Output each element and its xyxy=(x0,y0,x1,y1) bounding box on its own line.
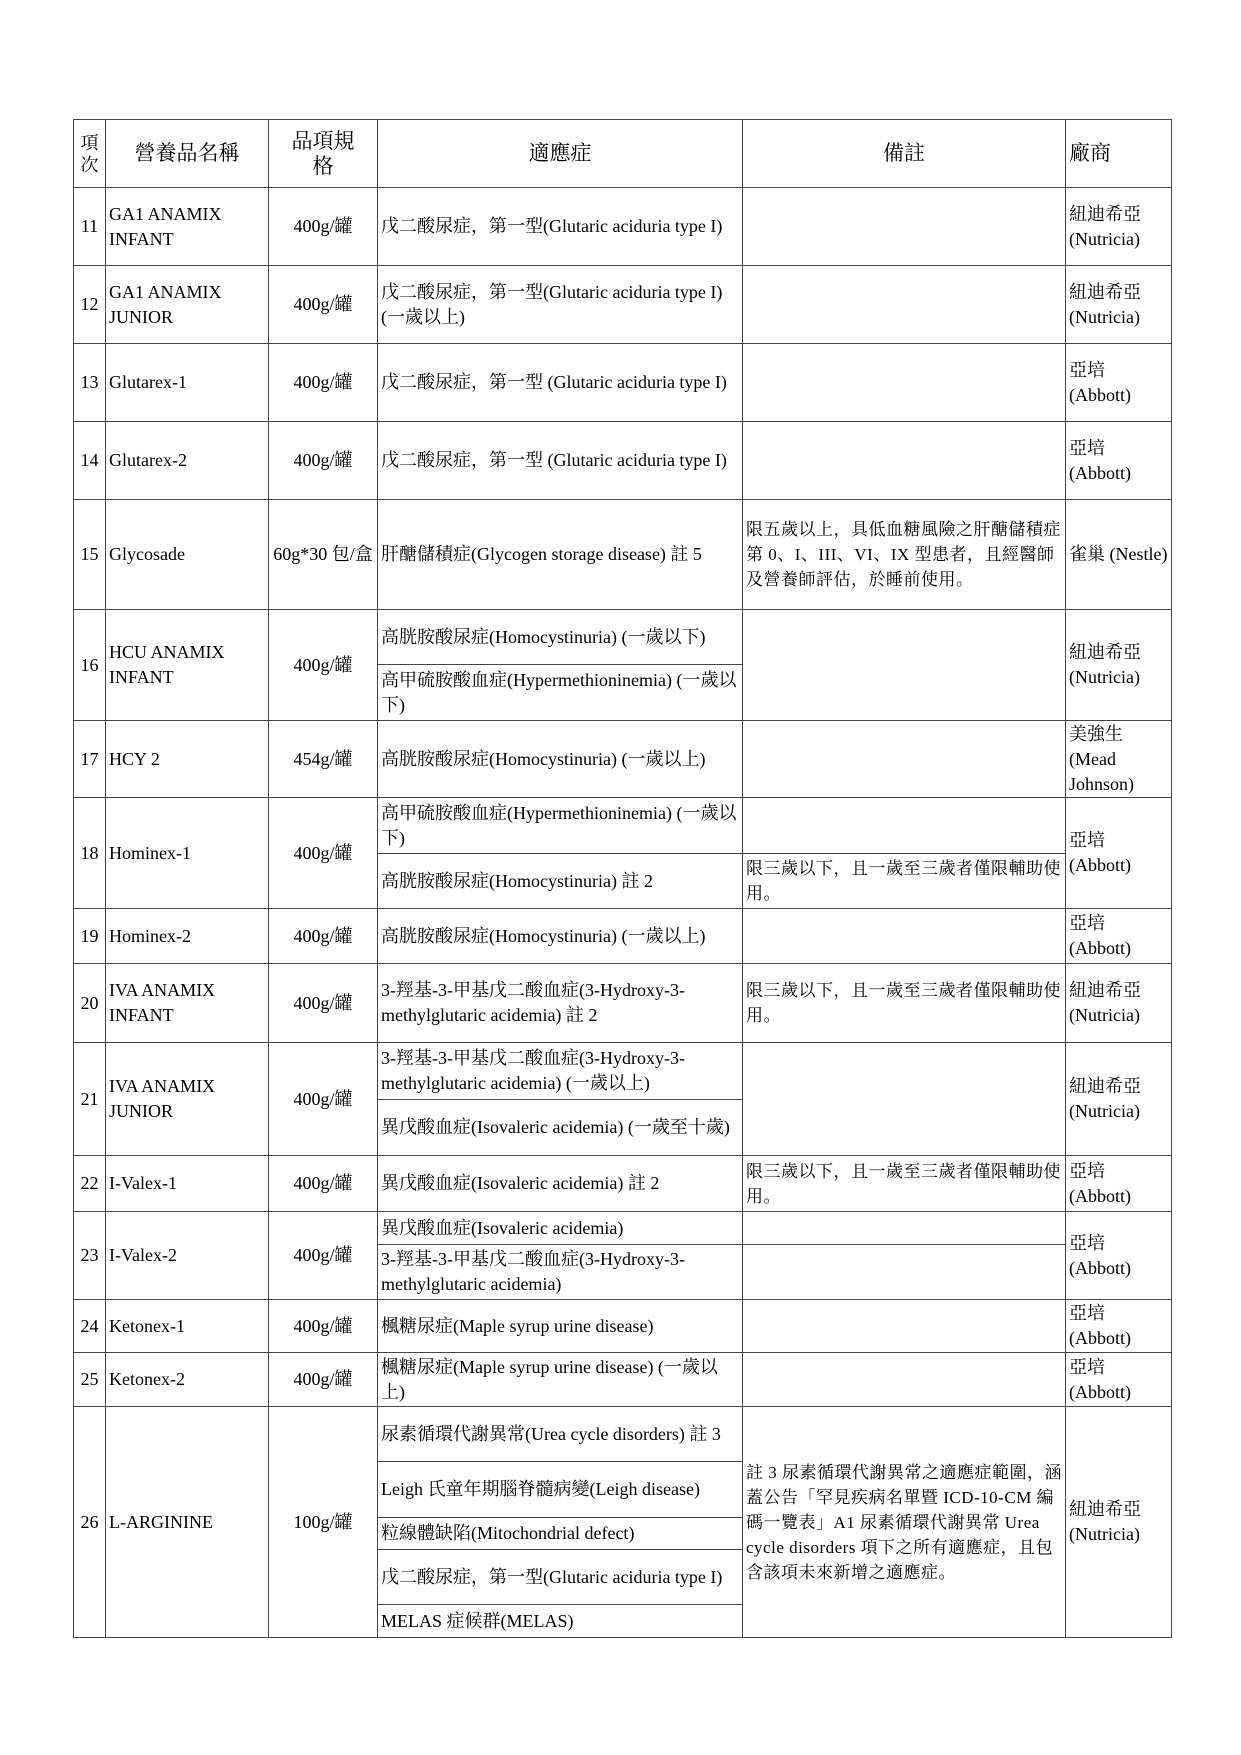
indication: 戊二酸尿症，第一型 (Glutaric aciduria type I) xyxy=(378,422,743,500)
product-name: Glycosade xyxy=(106,500,269,610)
item-no: 11 xyxy=(74,188,106,266)
indication: MELAS 症候群(MELAS) xyxy=(378,1605,743,1638)
product-name: IVA ANAMIX JUNIOR xyxy=(106,1043,269,1156)
manufacturer: 亞培 (Abbott) xyxy=(1066,1353,1172,1407)
indication: 異戊酸血症(Isovaleric acidemia) (一歲至十歲) xyxy=(378,1100,743,1156)
item-no: 19 xyxy=(74,909,106,964)
indication: 粒線體缺陷(Mitochondrial defect) xyxy=(378,1518,743,1550)
table-row xyxy=(74,1353,1172,1407)
product-name: Ketonex-1 xyxy=(106,1300,269,1353)
indication: 戊二酸尿症，第一型 (Glutaric aciduria type I) xyxy=(378,344,743,422)
manufacturer: 亞培 (Abbott) xyxy=(1066,1156,1172,1212)
note xyxy=(743,1300,1066,1353)
table-row xyxy=(74,610,1172,665)
note: 限五歲以上，具低血糖風險之肝醣儲積症第 0、I、III、VI、IX 型患者，且經醫師及營養師評估，於睡前使用。 xyxy=(743,500,1066,610)
item-no: 13 xyxy=(74,344,106,422)
table-row xyxy=(74,721,1172,798)
indication: 3-羥基-3-甲基戊二酸血症(3-Hydroxy-3-methylglutaric acidemia) xyxy=(378,1245,743,1300)
note xyxy=(743,344,1066,422)
product-spec: 454g/罐 xyxy=(269,721,378,798)
table-row xyxy=(74,964,1172,1043)
product-name: L-ARGININE xyxy=(106,1407,269,1638)
manufacturer: 紐迪希亞 (Nutricia) xyxy=(1066,188,1172,266)
indication: 高胱胺酸尿症(Homocystinuria) (一歲以上) xyxy=(378,721,743,798)
indication: 高胱胺酸尿症(Homocystinuria) 註 2 xyxy=(378,854,743,909)
indication: 楓糖尿症(Maple syrup urine disease) (一歲以上) xyxy=(378,1353,743,1407)
note xyxy=(743,610,1066,721)
product-spec: 400g/罐 xyxy=(269,1212,378,1300)
manufacturer: 亞培 (Abbott) xyxy=(1066,909,1172,964)
table-row xyxy=(74,909,1172,964)
manufacturer: 紐迪希亞 (Nutricia) xyxy=(1066,1407,1172,1638)
product-spec: 100g/罐 xyxy=(269,1407,378,1638)
indication: Leigh 氏童年期腦脊髓病變(Leigh disease) xyxy=(378,1462,743,1518)
product-name: IVA ANAMIX INFANT xyxy=(106,964,269,1043)
product-spec: 400g/罐 xyxy=(269,1043,378,1156)
indication: 戊二酸尿症，第一型(Glutaric aciduria type I) (一歲以上) xyxy=(378,266,743,344)
header-name: 營養品名稱 xyxy=(106,120,269,188)
indication: 3-羥基-3-甲基戊二酸血症(3-Hydroxy-3-methylglutaric acidemia) (一歲以上) xyxy=(378,1043,743,1100)
manufacturer: 紐迪希亞 (Nutricia) xyxy=(1066,1043,1172,1156)
product-name: Glutarex-2 xyxy=(106,422,269,500)
product-name: HCY 2 xyxy=(106,721,269,798)
item-no: 18 xyxy=(74,798,106,909)
product-spec: 400g/罐 xyxy=(269,344,378,422)
manufacturer: 亞培 (Abbott) xyxy=(1066,798,1172,909)
product-name: Hominex-1 xyxy=(106,798,269,909)
indication: 高甲硫胺酸血症(Hypermethioninemia) (一歲以下) xyxy=(378,798,743,854)
product-spec: 400g/罐 xyxy=(269,909,378,964)
header-indication: 適應症 xyxy=(378,120,743,188)
product-name: I-Valex-1 xyxy=(106,1156,269,1212)
note xyxy=(743,1043,1066,1156)
item-no: 23 xyxy=(74,1212,106,1300)
indication: 3-羥基-3-甲基戊二酸血症(3-Hydroxy-3-methylglutaric acidemia) 註 2 xyxy=(378,964,743,1043)
product-name: Glutarex-1 xyxy=(106,344,269,422)
note xyxy=(743,1353,1066,1407)
manufacturer: 亞培 (Abbott) xyxy=(1066,1300,1172,1353)
product-spec: 400g/罐 xyxy=(269,1156,378,1212)
note: 註 3 尿素循環代謝異常之適應症範圍，涵蓋公告「罕見疾病名單暨 ICD-10-CM 編碼一覽表」A1 尿素循環代謝異常 Urea cycle disorders 項下之所有適應症，且包含該項未來新增之適應症。 xyxy=(743,1407,1066,1638)
product-spec: 400g/罐 xyxy=(269,422,378,500)
manufacturer: 亞培 (Abbott) xyxy=(1066,344,1172,422)
item-no: 20 xyxy=(74,964,106,1043)
product-spec: 400g/罐 xyxy=(269,188,378,266)
product-spec: 400g/罐 xyxy=(269,964,378,1043)
product-name: Hominex-2 xyxy=(106,909,269,964)
product-name: I-Valex-2 xyxy=(106,1212,269,1300)
table-row xyxy=(74,1043,1172,1100)
indication: 異戊酸血症(Isovaleric acidemia) xyxy=(378,1212,743,1245)
table-row xyxy=(74,422,1172,500)
table-row xyxy=(74,798,1172,854)
indication: 異戊酸血症(Isovaleric acidemia) 註 2 xyxy=(378,1156,743,1212)
item-no: 15 xyxy=(74,500,106,610)
manufacturer: 紐迪希亞 (Nutricia) xyxy=(1066,266,1172,344)
indication: 高甲硫胺酸血症(Hypermethioninemia) (一歲以下) xyxy=(378,665,743,721)
product-spec: 60g*30 包/盒 xyxy=(269,500,378,610)
table-row xyxy=(74,1156,1172,1212)
manufacturer: 雀巢 (Nestle) xyxy=(1066,500,1172,610)
item-no: 17 xyxy=(74,721,106,798)
manufacturer: 亞培 (Abbott) xyxy=(1066,422,1172,500)
note xyxy=(743,721,1066,798)
item-no: 25 xyxy=(74,1353,106,1407)
item-no: 24 xyxy=(74,1300,106,1353)
table-row xyxy=(74,1300,1172,1353)
table-row xyxy=(74,500,1172,610)
indication: 高胱胺酸尿症(Homocystinuria) (一歲以上) xyxy=(378,909,743,964)
indication: 戊二酸尿症，第一型(Glutaric aciduria type I) xyxy=(378,1550,743,1605)
header-spec: 品項規格 xyxy=(269,120,378,188)
note xyxy=(743,422,1066,500)
nutrition-product-table xyxy=(73,119,1172,1638)
indication: 肝醣儲積症(Glycogen storage disease) 註 5 xyxy=(378,500,743,610)
table-row xyxy=(74,188,1172,266)
item-no: 16 xyxy=(74,610,106,721)
product-spec: 400g/罐 xyxy=(269,798,378,909)
product-name: GA1 ANAMIX JUNIOR xyxy=(106,266,269,344)
indication: 高胱胺酸尿症(Homocystinuria) (一歲以下) xyxy=(378,610,743,665)
item-no: 12 xyxy=(74,266,106,344)
product-spec: 400g/罐 xyxy=(269,610,378,721)
item-no: 26 xyxy=(74,1407,106,1638)
note xyxy=(743,1212,1066,1245)
indication: 尿素循環代謝異常(Urea cycle disorders) 註 3 xyxy=(378,1407,743,1462)
indication: 楓糖尿症(Maple syrup urine disease) xyxy=(378,1300,743,1353)
indication: 戊二酸尿症，第一型(Glutaric aciduria type I) xyxy=(378,188,743,266)
header-note: 備註 xyxy=(743,120,1066,188)
manufacturer: 紐迪希亞 (Nutricia) xyxy=(1066,610,1172,721)
item-no: 14 xyxy=(74,422,106,500)
manufacturer: 亞培 (Abbott) xyxy=(1066,1212,1172,1300)
product-name: HCU ANAMIX INFANT xyxy=(106,610,269,721)
note xyxy=(743,798,1066,854)
header-no: 項次 xyxy=(74,120,106,188)
header-row xyxy=(74,120,1172,188)
header-maker: 廠商 xyxy=(1066,120,1172,188)
note: 限三歲以下，且一歲至三歲者僅限輔助使用。 xyxy=(743,854,1066,909)
product-name: Ketonex-2 xyxy=(106,1353,269,1407)
product-name: GA1 ANAMIX INFANT xyxy=(106,188,269,266)
note xyxy=(743,1245,1066,1300)
manufacturer: 美強生 (Mead Johnson) xyxy=(1066,721,1172,798)
table-row xyxy=(74,266,1172,344)
product-spec: 400g/罐 xyxy=(269,266,378,344)
manufacturer: 紐迪希亞 (Nutricia) xyxy=(1066,964,1172,1043)
note xyxy=(743,266,1066,344)
note xyxy=(743,909,1066,964)
item-no: 21 xyxy=(74,1043,106,1156)
note: 限三歲以下，且一歲至三歲者僅限輔助使用。 xyxy=(743,964,1066,1043)
product-spec: 400g/罐 xyxy=(269,1300,378,1353)
table-row xyxy=(74,1407,1172,1462)
table-row xyxy=(74,344,1172,422)
item-no: 22 xyxy=(74,1156,106,1212)
note: 限三歲以下，且一歲至三歲者僅限輔助使用。 xyxy=(743,1156,1066,1212)
table-row xyxy=(74,1212,1172,1245)
note xyxy=(743,188,1066,266)
product-spec: 400g/罐 xyxy=(269,1353,378,1407)
